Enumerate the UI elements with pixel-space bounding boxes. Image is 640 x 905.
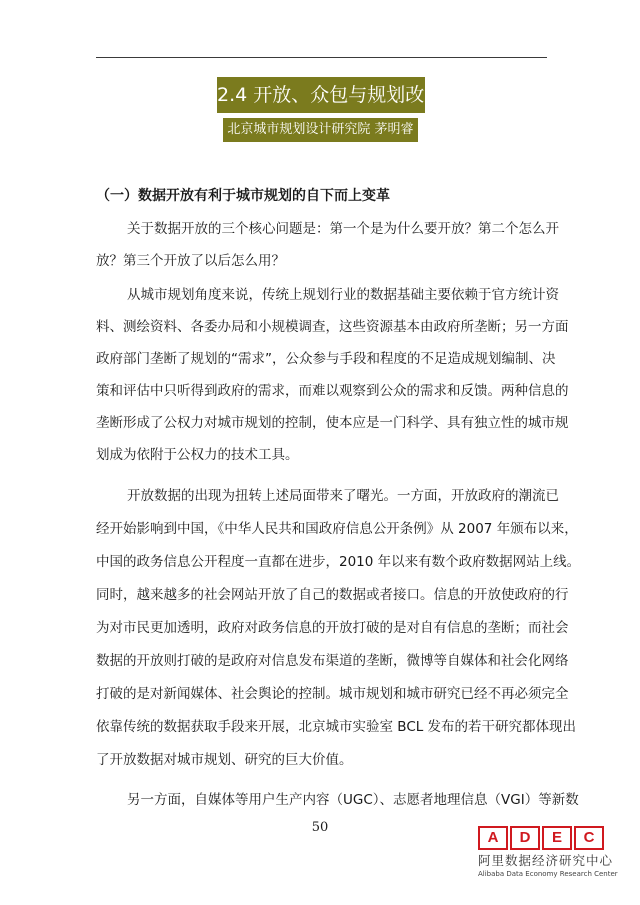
author-line: 北京城市规划设计研究院 茅明睿: [223, 118, 418, 142]
body-line: 垄断形成了公权力对城市规划的控制，使本应是一门科学、具有独立性的城市规: [96, 415, 569, 431]
chapter-title: 2.4 开放、众包与规划改革: [217, 77, 425, 113]
logo-letter: A: [478, 826, 508, 850]
header-rule: [96, 57, 547, 58]
body-line: 中国的政务信息公开程度一直都在进步，2010 年以来有数个政府数据网站上线。: [96, 554, 581, 570]
body-line: 打破的是对新闻媒体、社会舆论的控制。城市规划和城市研究已经不再必须完全: [96, 686, 569, 702]
body-line: 料、测绘资料、各委办局和小规模调查，这些资源基本由政府所垄断；另一方面: [96, 319, 569, 335]
logo-letters: [478, 826, 628, 850]
body-line: 了开放数据对城市规划、研究的巨大价值。: [96, 752, 353, 768]
body-line: 策和评估中只听得到政府的需求，而难以观察到公众的需求和反馈。两种信息的: [96, 383, 569, 399]
body-line: 放？第三个开放了以后怎么用？: [96, 253, 285, 269]
body-line: 关于数据开放的三个核心问题是：第一个是为什么要开放？第二个怎么开: [127, 221, 559, 237]
body-line: 依靠传统的数据获取手段来开展，北京城市实验室 BCL 发布的若干研究都体现出: [96, 719, 577, 735]
adec-logo: [478, 826, 628, 886]
body-line: 政府部门垄断了规划的“需求”，公众参与手段和程度的不足造成规划编制、决: [96, 351, 556, 367]
body-line: 数据的开放则打破的是政府对信息发布渠道的垄断，微博等自媒体和社会化网络: [96, 653, 569, 669]
logo-letter: E: [542, 826, 572, 850]
logo-letter: C: [574, 826, 604, 850]
body-line: 同时，越来越多的社会网站开放了自己的数据或者接口。信息的开放使政府的行: [96, 587, 569, 603]
body-line: 开放数据的出现为扭转上述局面带来了曙光。一方面，开放政府的潮流已: [127, 488, 559, 504]
logo-letter: D: [510, 826, 540, 850]
body-line: 从城市规划角度来说，传统上规划行业的数据基础主要依赖于官方统计资: [127, 287, 559, 303]
logo-chinese-name: 阿里数据经济研究中心: [478, 853, 614, 868]
page-number: 50: [311, 820, 329, 835]
section-heading: （一）数据开放有利于城市规划的自下而上变革: [96, 188, 390, 204]
logo-english-name: Alibaba Data Economy Research Center: [478, 870, 618, 878]
body-line: 经开始影响到中国，《中华人民共和国政府信息公开条例》从 2007 年颁布以来，: [96, 521, 578, 537]
body-line: 另一方面，自媒体等用户生产内容（UGC）、志愿者地理信息（VGI）等新数: [127, 792, 579, 808]
body-line: 划成为依附于公权力的技术工具。: [96, 447, 299, 463]
body-line: 为对市民更加透明，政府对政务信息的开放打破的是对自有信息的垄断；而社会: [96, 620, 569, 636]
